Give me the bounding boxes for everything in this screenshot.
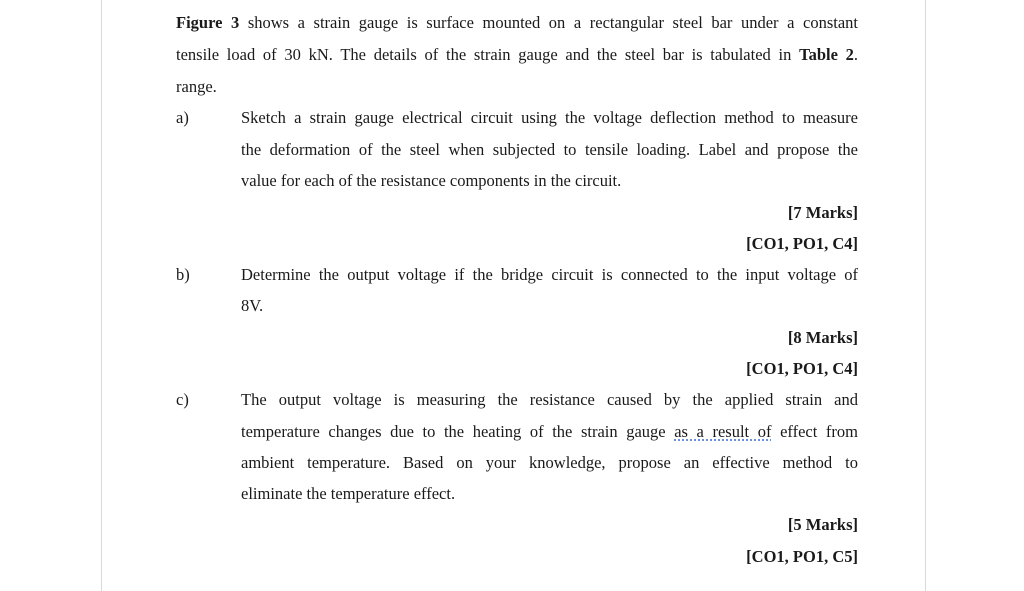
- question-c-marks: [5 Marks]: [787, 515, 858, 534]
- question-b-label: b): [176, 265, 190, 284]
- question-a-line-2: the deformation of the steel when subjected to tensile loading. Label and propose the: [241, 140, 858, 159]
- question-c-line-1: The output voltage is measuring the resistance caused by the applied strain and: [241, 390, 858, 409]
- figure-reference: Figure 3: [176, 13, 240, 32]
- question-b-line-1: Determine the output voltage if the bridge circuit is connected to the input voltage of: [241, 265, 858, 284]
- question-c-line-4: eliminate the temperature effect.: [241, 484, 456, 503]
- question-a-label: a): [176, 108, 189, 127]
- question-b-line-2: 8V.: [241, 296, 264, 315]
- question-c-line-2: [241, 422, 858, 442]
- question-c-line-3: ambient temperature. Based on your knowledge, propose an effective method to: [241, 453, 858, 472]
- question-c-label: c): [176, 390, 189, 409]
- intro-text-1: shows a strain gauge is surface mounted on a rectangular steel bar under a constant: [239, 13, 858, 32]
- question-c-text-2b: effect from: [771, 422, 858, 441]
- question-a-outcomes: [CO1, PO1, C4]: [746, 234, 858, 253]
- intro-text-2: tensile load of 30 kN. The details of the strain gauge and the steel bar is tabulated in: [176, 45, 800, 64]
- question-c-outcomes: [CO1, PO1, C5]: [746, 547, 858, 566]
- intro-line-1: [176, 13, 858, 33]
- intro-text-2-end: .: [853, 45, 859, 64]
- question-b-outcomes: [CO1, PO1, C4]: [746, 359, 858, 378]
- intro-line-2: [176, 45, 858, 65]
- intro-line-3: range.: [176, 77, 217, 96]
- table-reference: Table 2: [799, 45, 854, 64]
- grammar-flag-phrase: as a result of: [674, 422, 772, 441]
- question-c-text-2a: temperature changes due to the heating of the strain gauge: [241, 422, 675, 441]
- question-b-marks: [8 Marks]: [787, 328, 858, 347]
- question-a-line-1: Sketch a strain gauge electrical circuit using the voltage deflection method to measure: [241, 108, 858, 127]
- question-a-line-3: value for each of the resistance components in the circuit.: [241, 171, 622, 190]
- question-a-marks: [7 Marks]: [787, 203, 858, 222]
